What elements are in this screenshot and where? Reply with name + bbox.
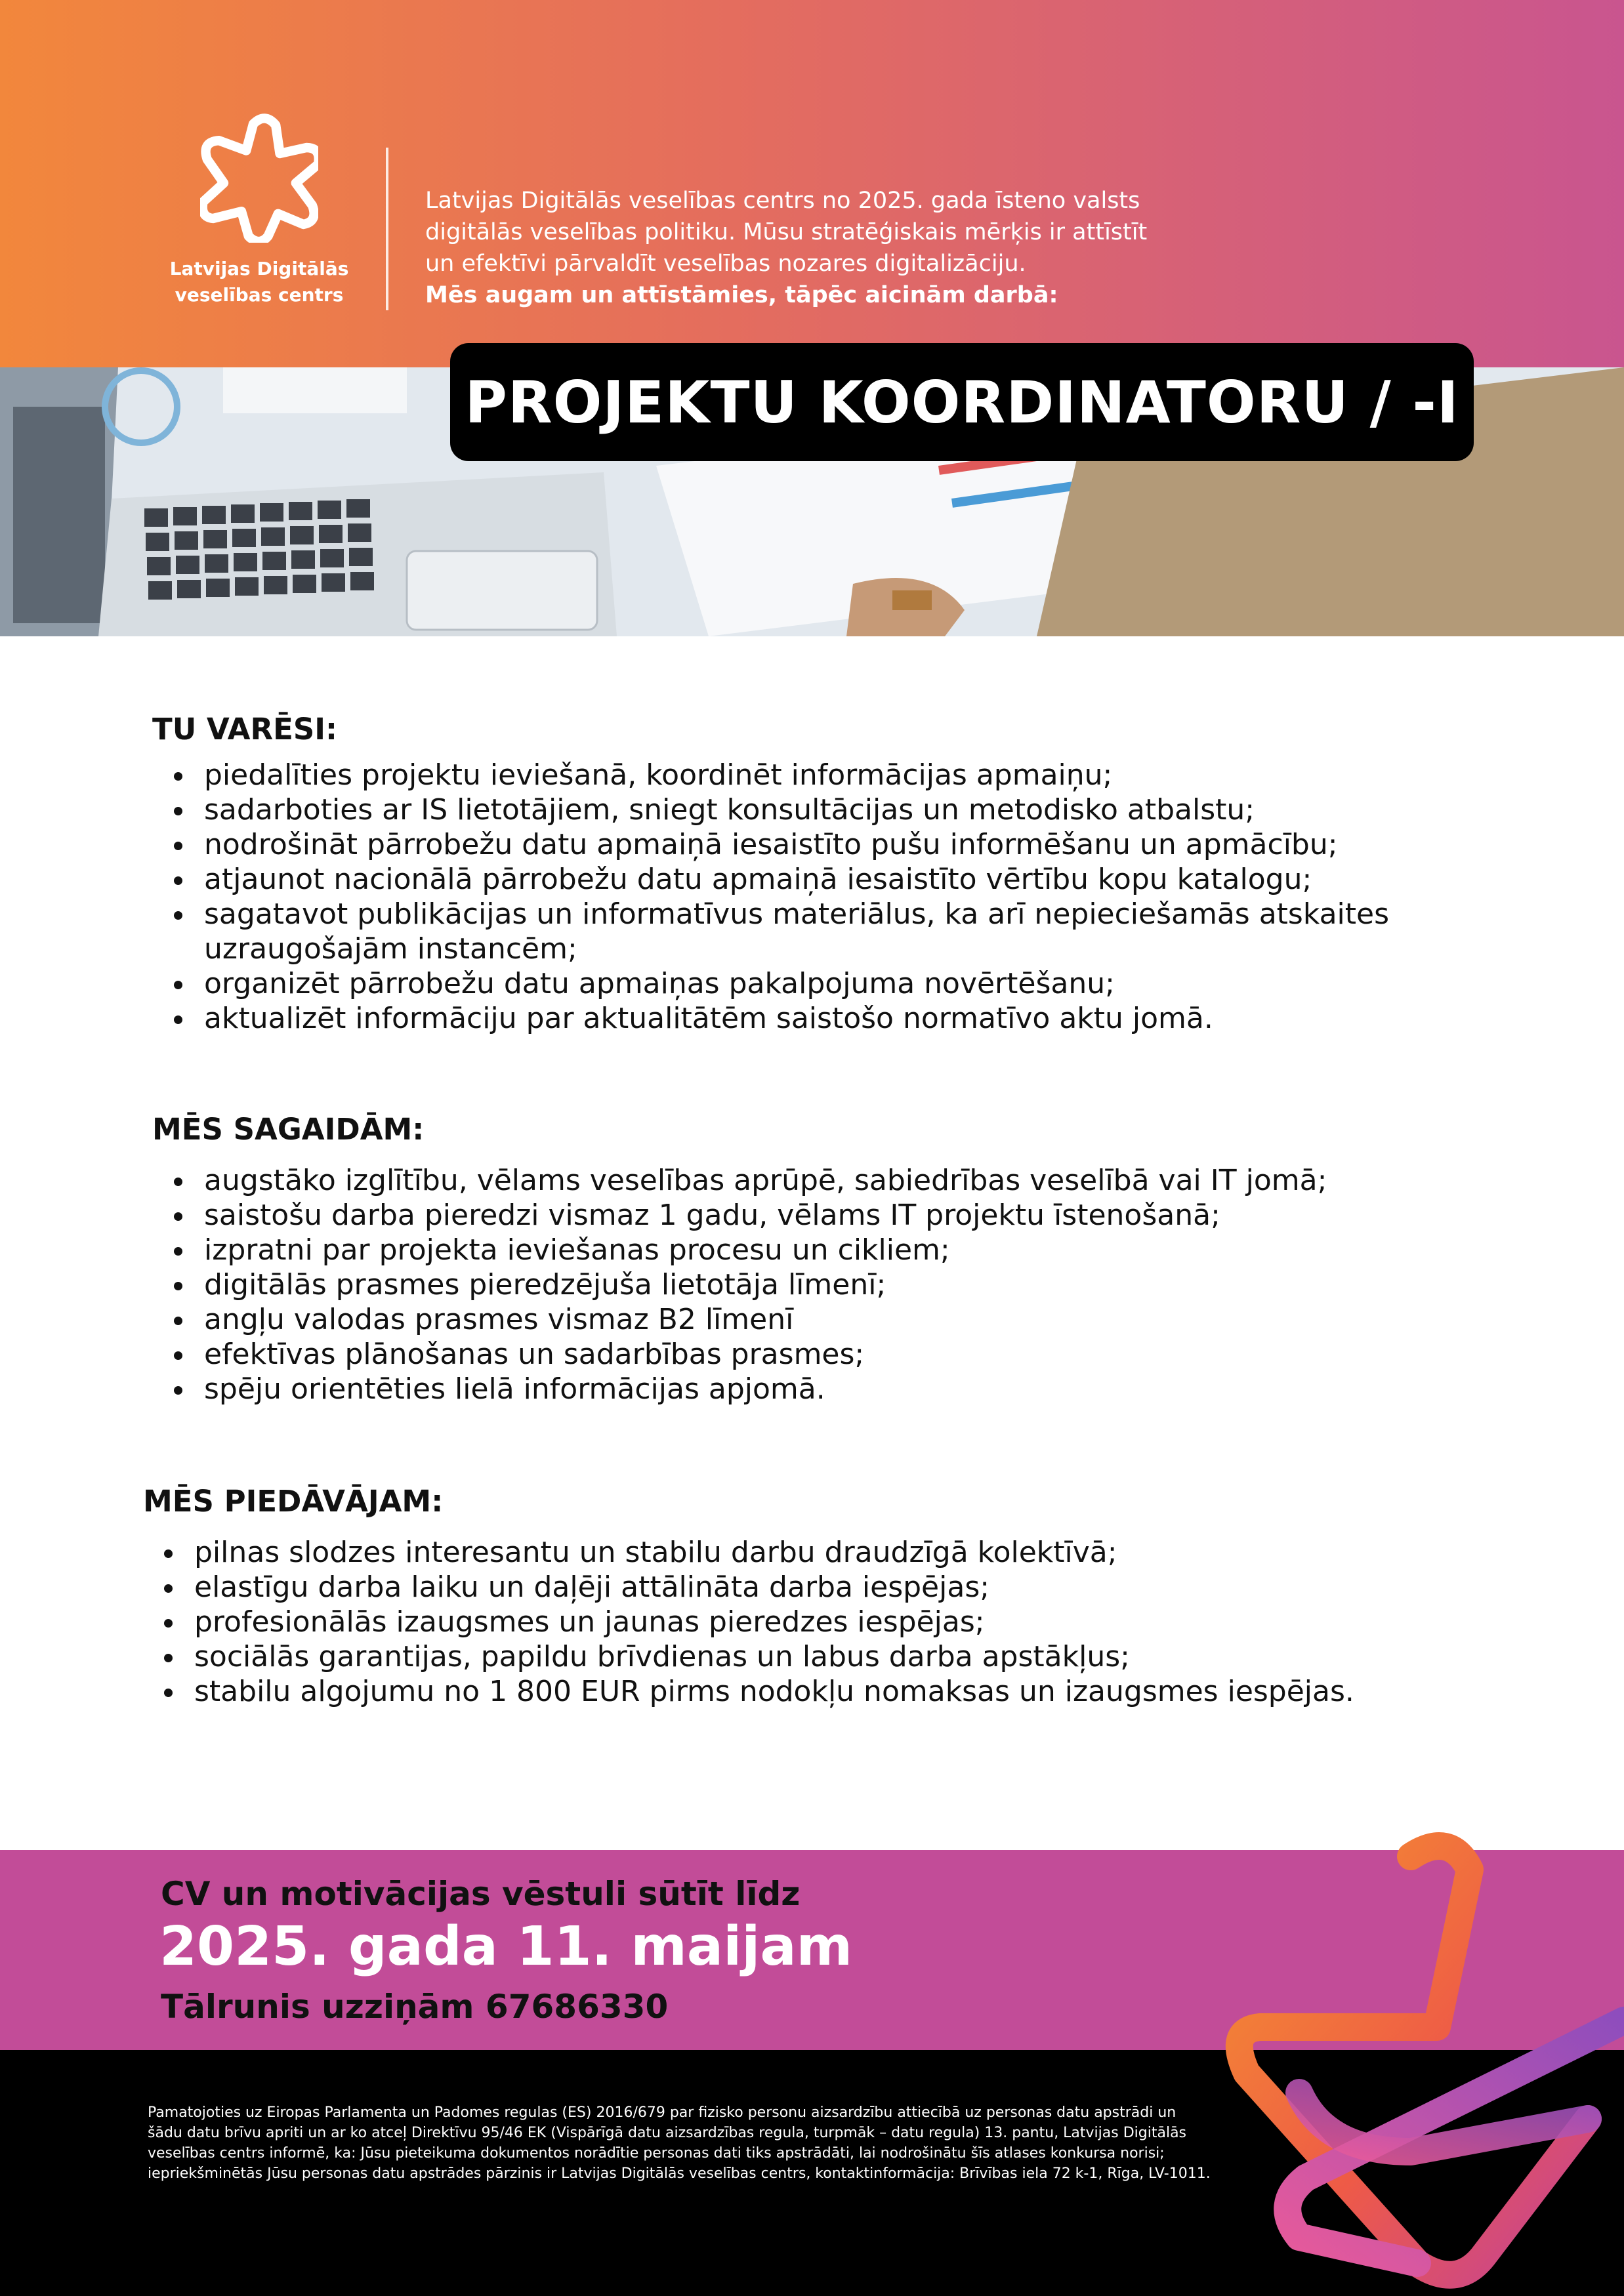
logo-star-icon: [200, 112, 318, 243]
list-item: sadarboties ar IS lietotājiem, sniegt konsultācijas un metodisko atbalstu;: [166, 792, 1485, 827]
list-tu-varesi: [166, 758, 1485, 1036]
list-mes-sagaidam: [166, 1163, 1485, 1406]
intro-text: [425, 185, 1213, 311]
header-divider: [386, 148, 388, 310]
list-item: digitālās prasmes pieredzējuša lietotāja līmenī;: [166, 1267, 1485, 1302]
intro-line: un efektīvi pārvaldīt veselības nozares digitalizāciju.: [425, 251, 1026, 277]
list-item: atjaunot nacionālā pārrobežu datu apmaiņā iesaistīto vērtību kopu katalogu;: [166, 862, 1485, 897]
intro-bold-line: Mēs augam un attīstāmies, tāpēc aicinām darbā:: [425, 282, 1058, 308]
list-item: saistošu darba pieredzi vismaz 1 gadu, vēlams IT projektu īstenošanā;: [166, 1198, 1485, 1233]
list-item: aktualizēt informāciju par aktualitātēm saistošo normatīvo aktu jomā.: [166, 1001, 1485, 1036]
logo-text-line1: Latvijas Digitālās: [169, 258, 349, 279]
list-item: angļu valodas prasmes vismaz B2 līmenī: [166, 1302, 1485, 1337]
list-item: elastīgu darba laiku un daļēji attālināta darba iespējas;: [156, 1570, 1495, 1605]
header-banner: [0, 0, 1624, 367]
list-item: augstāko izglītību, vēlams veselības aprūpē, sabiedrības veselībā vai IT jomā;: [166, 1163, 1485, 1198]
list-item: sagatavot publikācijas un informatīvus materiālus, ka arī nepieciešamās atskaites uzraugošajām instancēm;: [166, 897, 1485, 966]
list-item: piedalīties projektu ieviešanā, koordinēt informācijas apmaiņu;: [166, 758, 1485, 792]
intro-line: Latvijas Digitālās veselības centrs no 2025. gada īsteno valsts: [425, 188, 1140, 214]
cta-phone: Tālrunis uzziņām 67686330: [161, 1988, 669, 2026]
list-item: profesionālās izaugsmes un jaunas pieredzes iespējas;: [156, 1605, 1495, 1639]
section-heading-mes-sagaidam: MĒS SAGAIDĀM:: [152, 1112, 425, 1147]
list-item: pilnas slodzes interesantu un stabilu darbu draudzīgā kolektīvā;: [156, 1535, 1495, 1570]
list-item: izpratni par projekta ieviešanas procesu un cikliem;: [166, 1233, 1485, 1267]
list-mes-piedavajam: [156, 1535, 1495, 1709]
job-title: PROJEKTU KOORDINATORU / -I: [465, 368, 1459, 436]
list-item: sociālās garantijas, papildu brīvdienas un labus darba apstākļus;: [156, 1639, 1495, 1674]
list-item: nodrošināt pārrobežu datu apmaiņā iesaistīto pušu informēšanu un apmācību;: [166, 827, 1485, 862]
list-item: efektīvas plānošanas un sadarbības prasmes;: [166, 1337, 1485, 1372]
list-item: spēju orientēties lielā informācijas apjomā.: [166, 1372, 1485, 1406]
job-title-box: [450, 343, 1474, 461]
list-item: stabilu algojumu no 1 800 EUR pirms nodokļu nomaksas un izaugsmes iespējas.: [156, 1674, 1495, 1709]
cta-deadline: 2025. gada 11. maijam: [159, 1916, 853, 1978]
list-item: organizēt pārrobežu datu apmaiņas pakalpojuma novērtēšanu;: [166, 966, 1485, 1001]
brand-mark-icon: [1220, 1811, 1624, 2296]
logo: [164, 112, 354, 308]
section-heading-tu-varesi: TU VARĒSI:: [152, 712, 338, 747]
logo-text-line2: veselības centrs: [175, 284, 344, 306]
intro-line: digitālās veselības politiku. Mūsu stratēģiskais mērķis ir attīstīt: [425, 219, 1148, 245]
legal-notice: Pamatojoties uz Eiropas Parlamenta un Padomes regulas (ES) 2016/679 par fizisko personu aizsardzību attiecībā uz personas datu apstrādi un šādu datu brīvu apriti un ar ko atceļ Direktīvu 95/46 EK (Vispārīgā datu aizsardzības regula, turpmāk – datu regula) 13. pantu, Latvijas Digitālās veselības centrs informē, ka: Jūsu pieteikuma dokumentos norādītie personas dati tiks apstrādāti, lai nodrošinātu šīs atlases konkursa norisi; iepriekšminētās Jūsu personas datu apstrādes pārzinis ir Latvijas Digitālās veselības centrs, kontaktinformācija: Brīvības iela 72 k-1, Rīga, LV-1011.: [148, 2104, 1211, 2182]
section-heading-mes-piedavajam: MĒS PIEDĀVĀJAM:: [143, 1484, 444, 1519]
cta-send-text: CV un motivācijas vēstuli sūtīt līdz: [161, 1875, 801, 1913]
